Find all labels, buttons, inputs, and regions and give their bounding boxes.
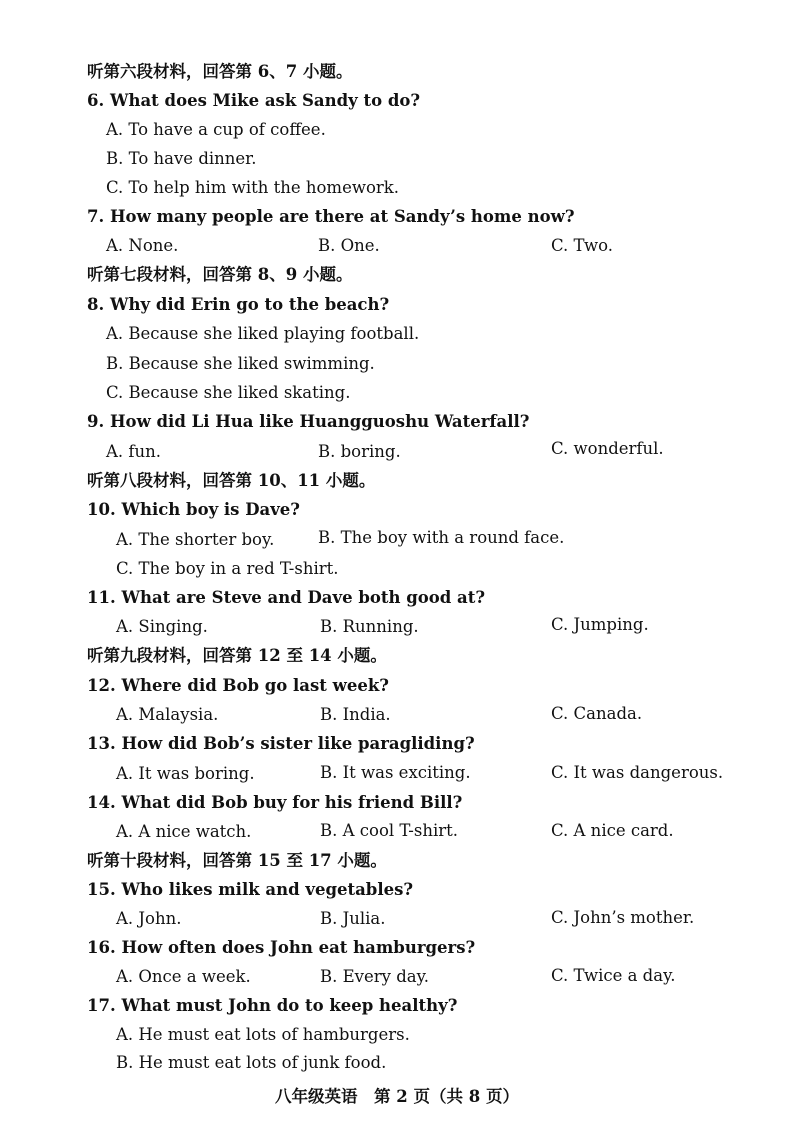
- page-footer: 八年级英语 第 2 页（共 8 页）: [275, 1087, 519, 1106]
- question-10-option-a: A. The shorter boy.: [116, 530, 275, 549]
- question-17-stem: 17. What must John do to keep healthy?: [87, 996, 458, 1015]
- question-15-option-a: A. John.: [116, 909, 182, 928]
- section-header: 听第七段材料，回答第 8、9 小题。: [87, 265, 353, 284]
- question-11-option-a: A. Singing.: [116, 617, 208, 636]
- question-9-stem: 9. How did Li Hua like Huangguoshu Waterfall?: [87, 412, 530, 431]
- question-12-option-c: C. Canada.: [551, 704, 643, 723]
- question-7-option-a: A. None.: [106, 236, 179, 255]
- question-16-stem: 16. How often does John eat hamburgers?: [87, 938, 476, 957]
- question-12-stem: 12. Where did Bob go last week?: [87, 676, 389, 695]
- question-8-option-a: A. Because she liked playing football.: [106, 324, 420, 343]
- question-9-option-c: C. wonderful.: [551, 439, 664, 458]
- question-17-option-a: A. He must eat lots of hamburgers.: [116, 1025, 410, 1044]
- question-14-stem: 14. What did Bob buy for his friend Bill?: [87, 793, 463, 812]
- question-13-option-a: A. It was boring.: [116, 764, 255, 783]
- question-12-option-a: A. Malaysia.: [116, 705, 219, 724]
- section-header: 听第六段材料，回答第 6、7 小题。: [87, 62, 353, 81]
- question-15-stem: 15. Who likes milk and vegetables?: [87, 880, 414, 899]
- question-14-option-a: A. A nice watch.: [116, 822, 252, 841]
- question-11-option-c: C. Jumping.: [551, 615, 649, 634]
- question-17-option-b: B. He must eat lots of junk food.: [116, 1053, 387, 1072]
- question-6-option-b: B. To have dinner.: [106, 149, 257, 168]
- question-7-option-b: B. One.: [318, 236, 380, 255]
- question-9-option-a: A. fun.: [106, 442, 162, 461]
- section-header: 听第八段材料，回答第 10、11 小题。: [87, 471, 376, 490]
- question-14-option-c: C. A nice card.: [551, 821, 674, 840]
- question-16-option-c: C. Twice a day.: [551, 966, 676, 985]
- question-13-option-c: C. It was dangerous.: [551, 763, 724, 782]
- question-7-stem: 7. How many people are there at Sandy’s home now?: [87, 207, 575, 226]
- question-12-option-b: B. India.: [320, 705, 391, 724]
- question-11-option-b: B. Running.: [320, 617, 419, 636]
- question-13-option-b: B. It was exciting.: [320, 763, 471, 782]
- question-8-option-c: C. Because she liked skating.: [106, 383, 351, 402]
- question-6-option-a: A. To have a cup of coffee.: [106, 120, 326, 139]
- question-9-option-b: B. boring.: [318, 442, 401, 461]
- question-8-stem: 8. Why did Erin go to the beach?: [87, 295, 390, 314]
- question-10-stem: 10. Which boy is Dave?: [87, 500, 300, 519]
- question-13-stem: 13. How did Bob’s sister like paragliding?: [87, 734, 475, 753]
- question-16-option-a: A. Once a week.: [116, 967, 251, 986]
- question-6-option-c: C. To help him with the homework.: [106, 178, 400, 197]
- question-7-option-c: C. Two.: [551, 236, 613, 255]
- question-6-stem: 6. What does Mike ask Sandy to do?: [87, 91, 421, 110]
- section-header: 听第九段材料，回答第 12 至 14 小题。: [87, 646, 387, 665]
- section-header: 听第十段材料，回答第 15 至 17 小题。: [87, 851, 387, 870]
- question-16-option-b: B. Every day.: [320, 967, 429, 986]
- question-10-option-b: B. The boy with a round face.: [318, 528, 565, 547]
- question-15-option-b: B. Julia.: [320, 909, 386, 928]
- question-15-option-c: C. John’s mother.: [551, 908, 695, 927]
- question-11-stem: 11. What are Steve and Dave both good at?: [87, 588, 486, 607]
- question-8-option-b: B. Because she liked swimming.: [106, 354, 375, 373]
- question-14-option-b: B. A cool T-shirt.: [320, 821, 458, 840]
- question-10-option-c: C. The boy in a red T-shirt.: [116, 559, 339, 578]
